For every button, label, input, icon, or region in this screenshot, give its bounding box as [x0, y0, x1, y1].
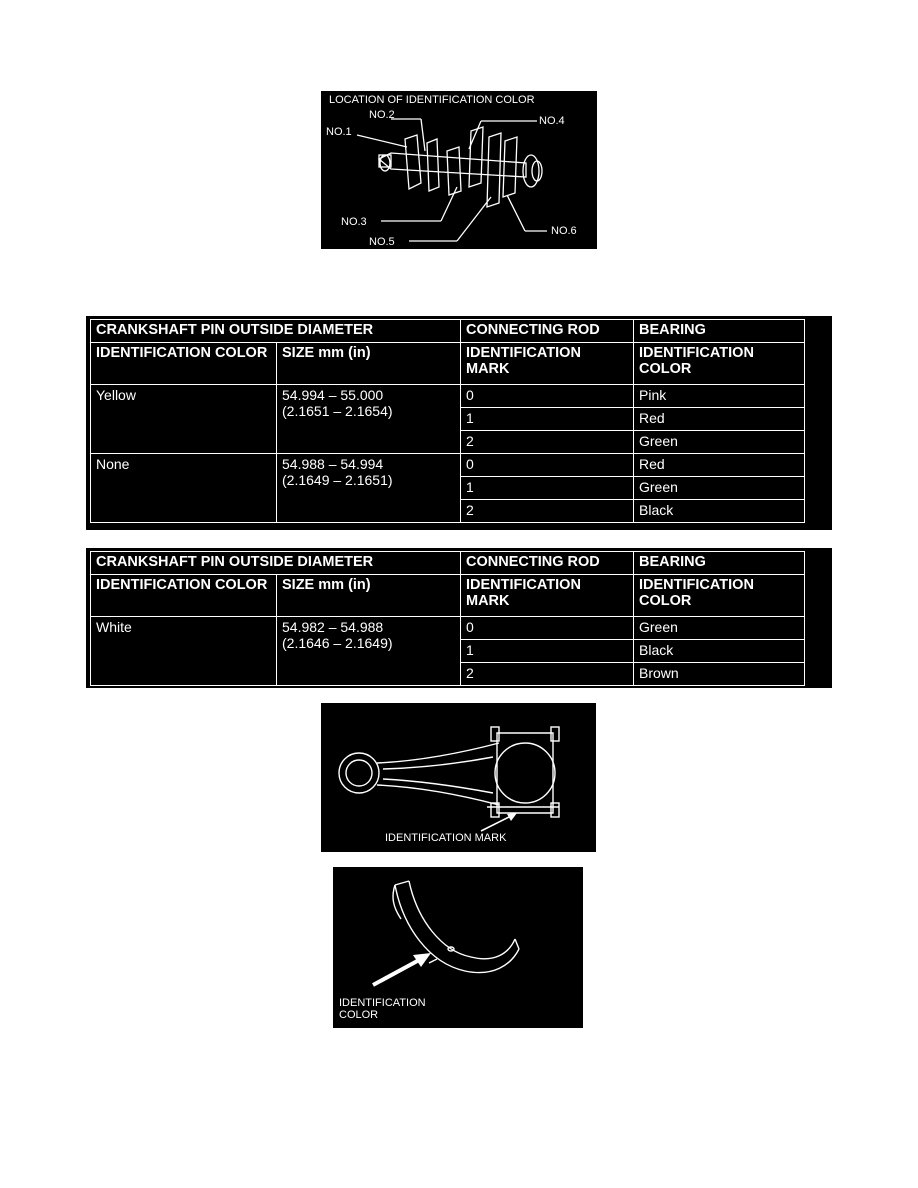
header-id-mark-line2: MARK	[466, 361, 510, 377]
size-cell	[277, 454, 461, 523]
crank-color-cell: White	[91, 617, 277, 686]
header-bearing-color	[634, 343, 805, 385]
header-id-mark-line2: MARK	[466, 593, 510, 609]
size-cell	[277, 617, 461, 686]
rod-mark-cell: 0	[461, 617, 634, 640]
header-id-color: IDENTIFICATION COLOR	[91, 343, 277, 385]
header-bearing-color-line1: IDENTIFICATION	[639, 577, 754, 593]
bearing-color-cell: Green	[634, 477, 805, 500]
crank-color-cell: Yellow	[91, 385, 277, 454]
header-crankshaft: CRANKSHAFT PIN OUTSIDE DIAMETER	[91, 552, 461, 575]
label-no1: NO.1	[326, 126, 352, 138]
bearing-color-cell: Black	[634, 640, 805, 663]
size-mm: 54.994 – 55.000	[282, 387, 384, 403]
bearing-color-cell: Red	[634, 454, 805, 477]
header-id-mark-line1: IDENTIFICATION	[466, 577, 581, 593]
rod-mark-cell: 1	[461, 477, 634, 500]
connecting-rod-drawing	[321, 703, 596, 852]
rod-mark-cell: 0	[461, 454, 634, 477]
table-row	[91, 617, 805, 640]
header-bearing-color	[634, 575, 805, 617]
header-bearing-color-line2: COLOR	[639, 361, 692, 377]
label-no5: NO.5	[369, 236, 395, 248]
table-row	[91, 385, 805, 408]
size-mm: 54.988 – 54.994	[282, 456, 384, 472]
figure-title: LOCATION OF IDENTIFICATION COLOR	[329, 94, 535, 106]
bearing-color-cell: Green	[634, 431, 805, 454]
identification-color-label-line1: IDENTIFICATION	[339, 997, 426, 1009]
crankshaft-figure	[321, 91, 597, 249]
size-mm: 54.982 – 54.988	[282, 619, 384, 635]
rod-mark-cell: 1	[461, 640, 634, 663]
crank-color-cell: None	[91, 454, 277, 523]
rod-mark-cell: 1	[461, 408, 634, 431]
bearing-color-cell: Black	[634, 500, 805, 523]
bearing-figure	[333, 867, 583, 1028]
rod-mark-cell: 2	[461, 500, 634, 523]
header-id-mark	[461, 343, 634, 385]
size-in: (2.1646 – 2.1649)	[282, 635, 393, 651]
size-in: (2.1649 – 2.1651)	[282, 472, 393, 488]
label-no2: NO.2	[369, 109, 395, 121]
header-connecting-rod: CONNECTING ROD	[461, 320, 634, 343]
rod-mark-cell: 2	[461, 663, 634, 686]
connecting-rod-figure	[321, 703, 596, 852]
header-connecting-rod: CONNECTING ROD	[461, 552, 634, 575]
rod-mark-cell: 0	[461, 385, 634, 408]
header-bearing: BEARING	[634, 552, 805, 575]
size-in: (2.1651 – 2.1654)	[282, 403, 393, 419]
label-no3: NO.3	[341, 216, 367, 228]
bearing-color-cell: Red	[634, 408, 805, 431]
spec-table-1	[86, 316, 832, 530]
header-size: SIZE mm (in)	[277, 575, 461, 617]
label-no4: NO.4	[539, 115, 565, 127]
label-no6: NO.6	[551, 225, 577, 237]
header-bearing-color-line2: COLOR	[639, 593, 692, 609]
rod-mark-cell: 2	[461, 431, 634, 454]
header-size: SIZE mm (in)	[277, 343, 461, 385]
header-bearing: BEARING	[634, 320, 805, 343]
table-row	[91, 454, 805, 477]
header-id-mark	[461, 575, 634, 617]
identification-mark-label: IDENTIFICATION MARK	[385, 832, 507, 844]
table	[90, 551, 805, 686]
header-id-color: IDENTIFICATION COLOR	[91, 575, 277, 617]
size-cell	[277, 385, 461, 454]
identification-color-label-line2: COLOR	[339, 1009, 379, 1021]
header-crankshaft: CRANKSHAFT PIN OUTSIDE DIAMETER	[91, 320, 461, 343]
table	[90, 319, 805, 523]
header-id-mark-line1: IDENTIFICATION	[466, 345, 581, 361]
bearing-color-cell: Brown	[634, 663, 805, 686]
bearing-color-cell: Green	[634, 617, 805, 640]
header-bearing-color-line1: IDENTIFICATION	[639, 345, 754, 361]
spec-table-2	[86, 548, 832, 688]
bearing-color-cell: Pink	[634, 385, 805, 408]
